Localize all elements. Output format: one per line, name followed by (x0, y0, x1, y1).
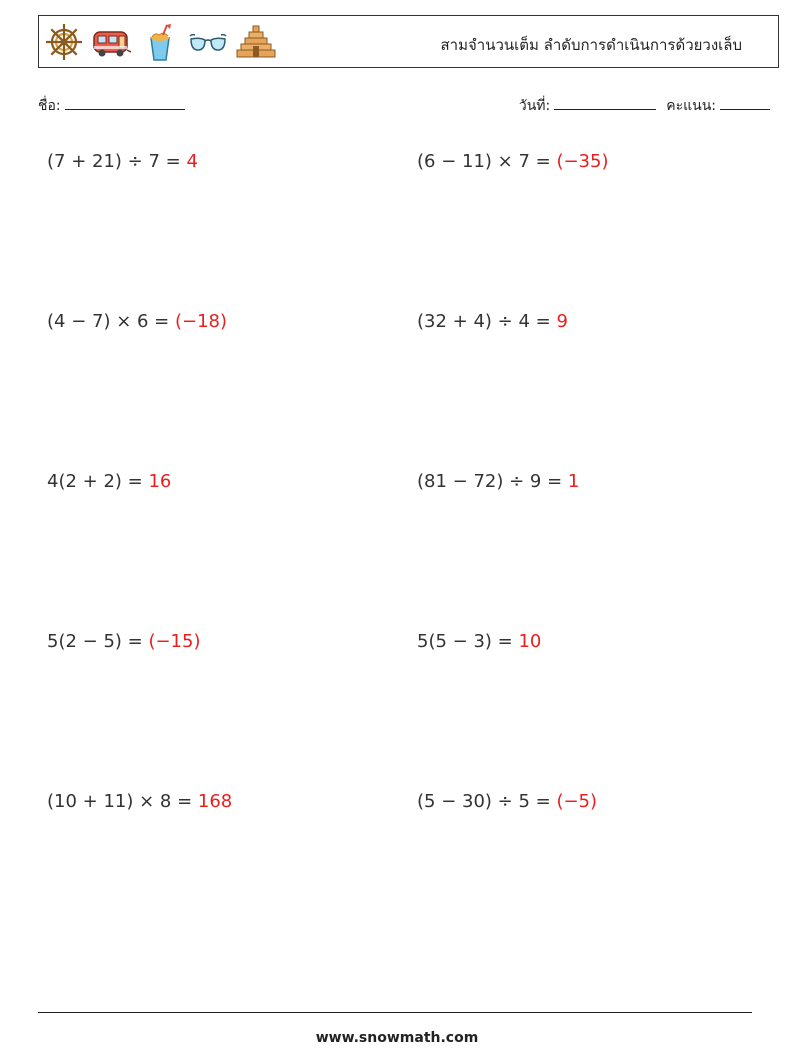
date-blank[interactable] (554, 96, 656, 110)
footer-divider (38, 1012, 752, 1013)
problem-answer: (−18) (174, 311, 228, 332)
problem-answer: 10 (518, 631, 542, 652)
problem-answer: 1 (567, 471, 580, 492)
problem-5 (47, 471, 171, 492)
problem-answer: 16 (148, 471, 172, 492)
problem-expression: (81 − 72) ÷ 9 = (417, 471, 568, 492)
sand-bucket-icon (139, 22, 181, 62)
header-icons (43, 22, 277, 62)
problem-expression: (32 + 4) ÷ 4 = (417, 311, 557, 332)
problem-answer: 4 (186, 151, 198, 172)
problem-answer: 168 (197, 791, 233, 812)
date-label: วันที่: (518, 98, 551, 114)
problem-7 (47, 631, 200, 652)
problem-8 (417, 631, 541, 652)
sunglasses-icon (187, 22, 229, 62)
problem-1 (47, 151, 198, 172)
camper-van-icon (91, 22, 133, 62)
problem-expression: 5(5 − 3) = (417, 631, 519, 652)
worksheet-header (38, 15, 779, 68)
problem-9 (47, 791, 232, 812)
problem-expression: (6 − 11) × 7 = (417, 151, 557, 172)
problem-expression: 5(2 − 5) = (47, 631, 149, 652)
problem-expression: (10 + 11) × 8 = (47, 791, 198, 812)
ship-wheel-icon (43, 22, 85, 62)
problem-answer: (−35) (556, 151, 609, 172)
problem-3 (47, 311, 227, 332)
problem-answer: (−5) (556, 791, 598, 812)
score-label: คะแนน: (666, 98, 716, 114)
problem-2 (417, 151, 608, 172)
date-score-fields (519, 95, 770, 117)
problem-expression: (5 − 30) ÷ 5 = (417, 791, 557, 812)
name-label: ชื่อ: (38, 98, 61, 114)
name-blank[interactable] (65, 96, 185, 110)
problem-4 (417, 311, 568, 332)
name-field (38, 95, 185, 117)
problem-expression: 4(2 + 2) = (47, 471, 149, 492)
problem-answer: 9 (556, 311, 568, 332)
pyramid-icon (235, 22, 277, 62)
problem-answer: (−15) (148, 631, 201, 652)
problem-10 (417, 791, 597, 812)
problem-6 (417, 471, 579, 492)
problem-expression: (4 − 7) × 6 = (47, 311, 175, 332)
score-blank[interactable] (720, 96, 770, 110)
footer-website[interactable]: www.snowmath.com (315, 1030, 479, 1046)
worksheet-title: สามจำนวนเต็ม ลำดับการดำเนินการด้วยวงเล็บ (440, 36, 742, 54)
problem-expression: (7 + 21) ÷ 7 = (47, 151, 187, 172)
